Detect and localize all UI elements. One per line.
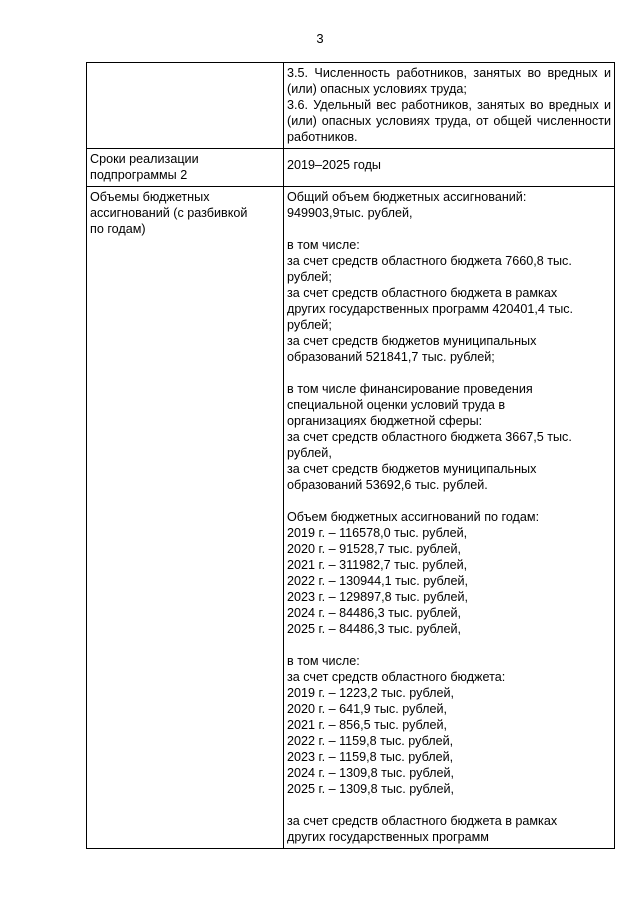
budget-line: 2019 г. – 1223,2 тыс. рублей, [287, 686, 455, 700]
blank-line [287, 637, 611, 653]
indicators-value-cell [284, 63, 615, 149]
budget-line: за счет средств областного бюджета в рамках [287, 286, 558, 300]
budget-line: за счет средств областного бюджета 7660,8 тыс. [287, 254, 572, 268]
blank-line [287, 365, 611, 381]
budget-line: за счет средств бюджетов муниципальных [287, 462, 537, 476]
budget-line: за счет средств областного бюджета 3667,5 тыс. [287, 430, 572, 444]
budget-label-line: ассигнований (с разбивкой [90, 206, 248, 220]
budget-line: других государственных программ [287, 830, 489, 844]
budget-label-line: Объемы бюджетных [90, 190, 210, 204]
budget-line: 2022 г. – 130944,1 тыс. рублей, [287, 574, 469, 588]
blank-line [287, 221, 611, 237]
budget-line: организациях бюджетной сферы: [287, 414, 483, 428]
passport-table [86, 62, 615, 849]
budget-line: 2025 г. – 1309,8 тыс. рублей, [287, 782, 455, 796]
budget-line: 2023 г. – 129897,8 тыс. рублей, [287, 590, 469, 604]
budget-line: рублей; [287, 270, 332, 284]
budget-line: других государственных программ 420401,4 тыс. [287, 302, 574, 316]
indicators-label-cell [87, 63, 284, 149]
budget-value-cell [284, 187, 615, 849]
budget-line: 949903,9тыс. рублей, [287, 206, 413, 220]
budget-line: Объем бюджетных ассигнований по годам: [287, 510, 540, 524]
budget-line: 2021 г. – 856,5 тыс. рублей, [287, 718, 448, 732]
budget-line: рублей, [287, 446, 332, 460]
budget-line: 2020 г. – 91528,7 тыс. рублей, [287, 542, 462, 556]
table-row-budget [87, 187, 615, 849]
period-label-line: Сроки реализации [90, 152, 199, 166]
budget-line: в том числе: [287, 654, 360, 668]
budget-line: за счет средств бюджетов муниципальных [287, 334, 537, 348]
page-number: 3 [316, 31, 324, 46]
budget-line: в том числе: [287, 238, 360, 252]
budget-line: 2025 г. – 84486,3 тыс. рублей, [287, 622, 462, 636]
period-label-cell [87, 149, 284, 187]
budget-line: специальной оценки условий труда в [287, 398, 506, 412]
indicator-item: 3.6. Удельный вес работников, занятых во вредных и (или) опасных условиях труда, от общей численности работников. [287, 98, 611, 144]
budget-line: Общий объем бюджетных ассигнований: [287, 190, 527, 204]
budget-label-line: по годам) [90, 222, 146, 236]
period-label-line: подпрограммы 2 [90, 168, 188, 182]
budget-line: 2019 г. – 116578,0 тыс. рублей, [287, 526, 468, 540]
budget-line: в том числе финансирование проведения [287, 382, 533, 396]
blank-line [287, 493, 611, 509]
budget-line: рублей; [287, 318, 332, 332]
period-value: 2019–2025 годы [287, 158, 381, 172]
budget-line: 2024 г. – 1309,8 тыс. рублей, [287, 766, 455, 780]
budget-line: 2023 г. – 1159,8 тыс. рублей, [287, 750, 454, 764]
budget-line: 2020 г. – 641,9 тыс. рублей, [287, 702, 448, 716]
budget-line: 2021 г. – 311982,7 тыс. рублей, [287, 558, 468, 572]
budget-line: за счет средств областного бюджета в рамках [287, 814, 558, 828]
budget-line: образований 521841,7 тыс. рублей; [287, 350, 495, 364]
budget-line: 2022 г. – 1159,8 тыс. рублей, [287, 734, 454, 748]
indicator-item: 3.5. Численность работников, занятых во вредных и (или) опасных условиях труда; [287, 66, 611, 96]
table-row-period [87, 149, 615, 187]
blank-line [287, 797, 611, 813]
budget-line: образований 53692,6 тыс. рублей. [287, 478, 488, 492]
budget-line: 2024 г. – 84486,3 тыс. рублей, [287, 606, 462, 620]
budget-label-cell [87, 187, 284, 849]
budget-line: за счет средств областного бюджета: [287, 670, 506, 684]
table-row-indicators [87, 63, 615, 149]
period-value-cell [284, 149, 615, 187]
